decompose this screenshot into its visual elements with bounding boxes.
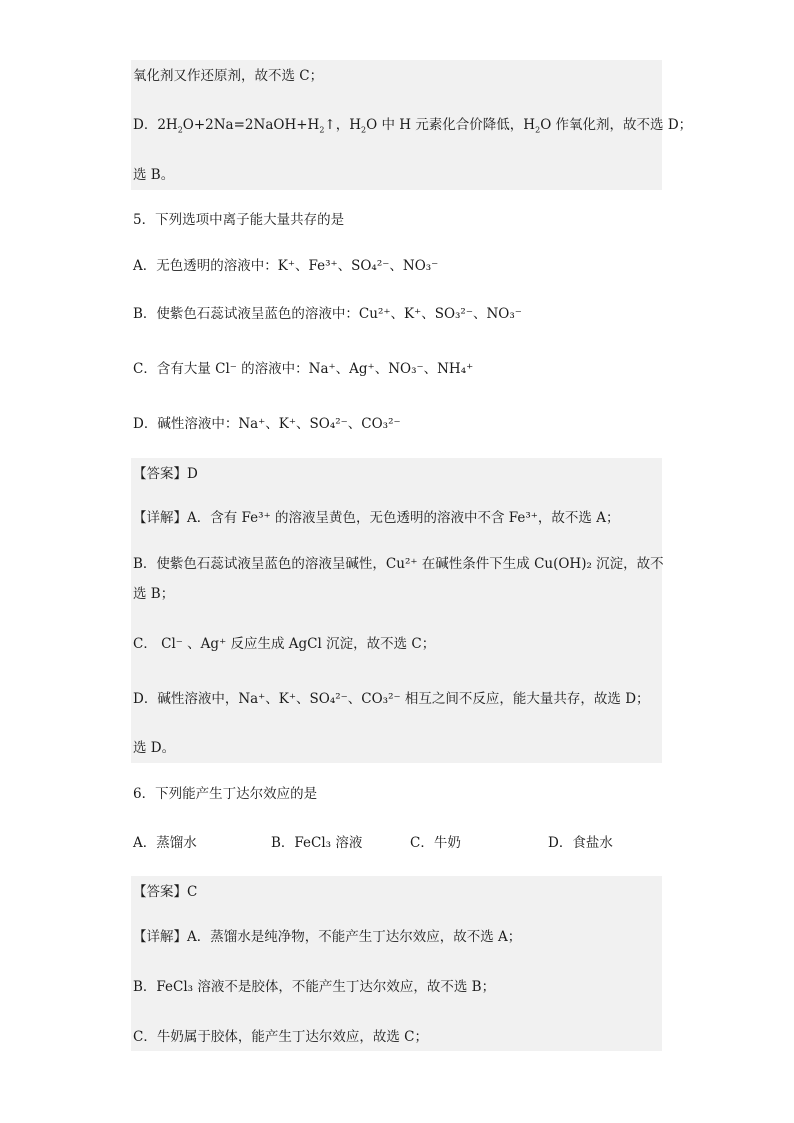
option-a: A．蒸馏水 <box>133 835 197 851</box>
explanation-line: C． Cl⁻ 、Ag⁺ 反应生成 AgCl 沉淀，故不选 C； <box>133 636 436 652</box>
answer-label: 【答案】D <box>133 466 198 482</box>
option-d: D．食盐水 <box>548 835 613 851</box>
explanation-line: 选 B； <box>133 586 175 602</box>
option-d: D．碱性溶液中：Na⁺、K⁺、SO₄²⁻、CO₃²⁻ <box>133 416 401 432</box>
explanation-line: 【详解】A．蒸馏水是纯净物，不能产生丁达尔效应，故不选 A； <box>133 929 522 945</box>
text-line: 氧化剂又作还原剂，故不选 C； <box>133 68 324 84</box>
explanation-line: C．牛奶属于胶体，能产生丁达尔效应，故选 C； <box>133 1029 428 1045</box>
explanation-line: B．FeCl₃ 溶液不是胶体，不能产生丁达尔效应，故不选 B； <box>133 979 496 995</box>
explanation-block-q6 <box>131 876 662 1051</box>
option-c: C．牛奶 <box>410 835 461 851</box>
question-stem: 6．下列能产生丁达尔效应的是 <box>133 786 318 802</box>
explanation-line: 【详解】A．含有 Fe³⁺ 的溶液呈黄色，无色透明的溶液中不含 Fe³⁺，故不选 A； <box>133 510 620 526</box>
equation-line: D．$2H_2O+2Na=2NaOH+H_2↑$，$H_2O$ 中 H 元素化合价降低，$H_2O$ 作氧化剂，故不选 D； <box>133 117 693 135</box>
answer-label: 【答案】C <box>133 884 198 900</box>
text-line: 选 B。 <box>133 167 175 183</box>
question-stem: 5．下列选项中离子能大量共存的是 <box>133 212 345 228</box>
explanation-block-q5 <box>131 458 662 763</box>
option-b: B．FeCl₃ 溶液 <box>271 835 363 851</box>
explanation-line: D．碱性溶液中，Na⁺、K⁺、SO₄²⁻、CO₃²⁻ 相互之间不反应，能大量共存，故选 D； <box>133 691 650 707</box>
option-b: B．使紫色石蕊试液呈蓝色的溶液中：Cu²⁺、K⁺、SO₃²⁻、NO₃⁻ <box>133 306 522 322</box>
option-a: A．无色透明的溶液中：K⁺、Fe³⁺、SO₄²⁻、NO₃⁻ <box>133 258 439 274</box>
explanation-line: B．使紫色石蕊试液呈蓝色的溶液呈碱性，Cu²⁺ 在碱性条件下生成 Cu(OH)₂ 沉淀，故不 <box>133 556 664 572</box>
explanation-line: 选 D。 <box>133 740 176 756</box>
option-c: C．含有大量 Cl⁻ 的溶液中：Na⁺、Ag⁺、NO₃⁻、NH₄⁺ <box>133 361 474 377</box>
